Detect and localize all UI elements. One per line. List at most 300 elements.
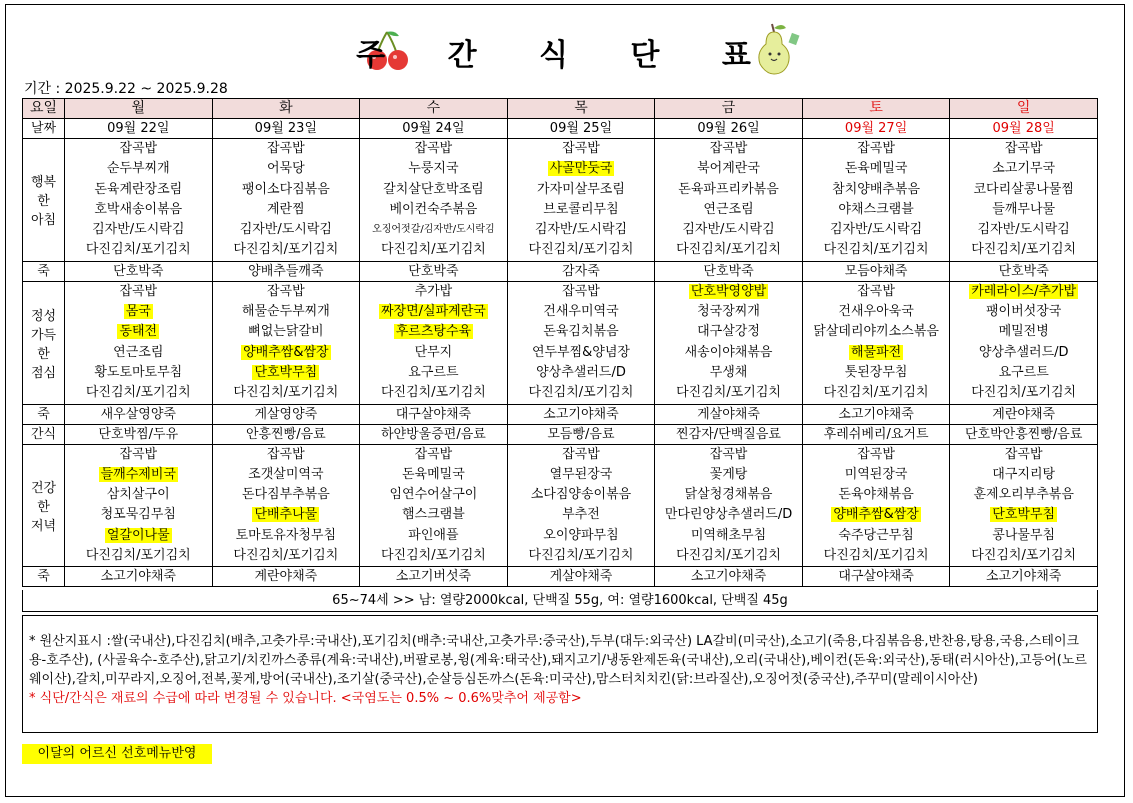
dinner-cell xyxy=(655,444,803,567)
menu-item-text: 잡곡밥 xyxy=(267,141,305,156)
menu-item-text: 들깨무나물 xyxy=(992,201,1056,217)
dinner-cell xyxy=(507,444,655,567)
menu-item-text: 잡곡밥 xyxy=(562,283,600,299)
page-title: 주 간 식 단 표 xyxy=(356,38,777,73)
menu-item xyxy=(655,200,802,220)
menu-item-text: 순두부찌개 xyxy=(106,161,170,177)
menu-item-text: 잡곡밥 xyxy=(562,141,600,156)
porridge-cell: 소고기야채죽 xyxy=(655,567,803,587)
menu-item-text: 단배추나물 xyxy=(254,507,318,523)
menu-item-text: 미역된장국 xyxy=(844,466,908,482)
menu-item xyxy=(65,220,212,240)
porridge-label: 죽 xyxy=(23,404,65,424)
menu-item xyxy=(360,465,507,485)
menu-item xyxy=(950,302,1097,322)
menu-item xyxy=(65,383,212,403)
menu-item-text: 양배추쌈&쌈장 xyxy=(833,507,919,523)
menu-item-text: 다진김치/포기김치 xyxy=(823,385,929,401)
porridge-label: 죽 xyxy=(23,567,65,587)
menu-item-text: 소다짐양송이볶음 xyxy=(530,487,632,503)
menu-item-text: 다진김치/포기김치 xyxy=(971,385,1077,401)
menu-item xyxy=(508,343,655,363)
menu-item xyxy=(213,526,360,546)
menu-item xyxy=(213,546,360,566)
breakfast-cell xyxy=(950,139,1098,262)
menu-item-text: 잡곡밥 xyxy=(857,141,895,156)
menu-item-text: 다진김치/포기김치 xyxy=(380,242,486,258)
menu-item xyxy=(213,383,360,403)
menu-item xyxy=(360,505,507,525)
menu-item xyxy=(65,200,212,220)
menu-item-text: 요구르트 xyxy=(408,364,459,380)
menu-item-text: 돈육파프리카볶음 xyxy=(678,181,779,197)
menu-item xyxy=(65,465,212,485)
breakfast-cell xyxy=(360,139,508,262)
porridge-cell: 양배추들깨죽 xyxy=(212,261,360,281)
menu-item-text: 잡곡밥 xyxy=(562,446,600,462)
menu-item-text: 동태전 xyxy=(119,324,158,340)
menu-item-text: 건새우미역국 xyxy=(543,304,619,320)
menu-item xyxy=(655,383,802,403)
porridge-cell: 게살야채죽 xyxy=(507,567,655,587)
menu-item xyxy=(655,302,802,322)
menu-item xyxy=(803,180,950,200)
menu-item-text: 잡곡밥 xyxy=(119,283,158,299)
origin-text: * 원산지표시 :쌀(국내산),다진김치(배추,고춧가루:국내산),포기김치(배추:국내산,고춧가루:중국산),두부(대두:외국산) LA갈비(미국산),소고기(죽용,다짐볶음용,반찬용,탕용,국용,스테이크용-호주산), (사골육수-호주산),닭고기/치킨까스종류(계육:국내산),버팔로봉,윙(계육:태국산),돼지고기/냉동완제돈육(국내산),오리(국내산),베이컨(돈육:외국산),동태(러시아산),고등어(노르웨이산),갈치,미꾸라지,오징어,전복,꽃게,방어(국내산),조기살(중국산),순살등심돈까스(돈육:미국산),맘스터치치킨(닭:브라질산),오징어젓(중국산),주꾸미(말레이시아산) xyxy=(29,634,1087,687)
menu-item-text: 다진김치/포기김치 xyxy=(676,242,781,258)
menu-item xyxy=(803,363,950,383)
day-header: 토 xyxy=(802,99,950,119)
menu-item-text: 들깨수제비국 xyxy=(100,466,176,482)
menu-item xyxy=(213,445,360,465)
menu-item xyxy=(655,526,802,546)
menu-item xyxy=(655,159,802,179)
menu-item-text: 후르츠탕수육 xyxy=(395,324,472,340)
menu-item xyxy=(950,383,1097,403)
menu-item xyxy=(655,485,802,505)
menu-item xyxy=(65,445,212,465)
breakfast-label xyxy=(23,139,65,262)
menu-item-text: 연두부찜&양념장 xyxy=(531,344,630,360)
breakfast-row xyxy=(23,139,1098,262)
menu-item xyxy=(508,485,655,505)
menu-item xyxy=(508,505,655,525)
porridge-cell: 모듬야채죽 xyxy=(802,261,950,281)
day-header: 수 xyxy=(360,99,508,119)
date-cell: 09월 24일 xyxy=(360,119,508,139)
menu-item xyxy=(655,546,802,566)
dinner-row xyxy=(23,444,1098,567)
menu-item xyxy=(950,200,1097,220)
menu-item xyxy=(213,240,360,260)
menu-item-text: 잡곡밥 xyxy=(414,141,453,156)
menu-item xyxy=(360,383,507,403)
menu-item xyxy=(950,546,1097,566)
menu-item-text: 팽이소다짐볶음 xyxy=(241,181,330,197)
menu-item xyxy=(508,302,655,322)
porridge-cell: 소고기야채죽 xyxy=(802,404,950,424)
menu-item xyxy=(803,159,950,179)
menu-item xyxy=(950,240,1097,260)
menu-item-text: 다진김치/포기김치 xyxy=(528,242,634,258)
menu-item xyxy=(213,465,360,485)
menu-item xyxy=(508,240,655,260)
menu-item-text: 잡곡밥 xyxy=(414,446,453,462)
menu-item-text: 조갯살미역국 xyxy=(248,466,324,482)
breakfast-cell xyxy=(507,139,655,262)
menu-item-text: 토마토유자청무침 xyxy=(235,527,337,543)
dinner-cell xyxy=(360,444,508,567)
menu-item-text: 소고기무국 xyxy=(992,161,1056,177)
menu-item-text: 건새우아욱국 xyxy=(838,304,914,320)
menu-item xyxy=(213,322,360,342)
menu-item-text: 갈치살단호박조림 xyxy=(383,181,484,197)
dinner-cell xyxy=(802,444,950,567)
menu-item xyxy=(360,546,507,566)
menu-item xyxy=(803,526,950,546)
menu-item xyxy=(803,445,950,465)
menu-item xyxy=(360,363,507,383)
snack-cell: 하얀방울증편/음료 xyxy=(360,424,508,444)
dinner-cell xyxy=(65,444,213,567)
menu-item xyxy=(803,220,950,240)
menu-item-text: 다진김치/포기김치 xyxy=(528,385,634,401)
menu-item xyxy=(65,485,212,505)
menu-item xyxy=(360,180,507,200)
menu-item-text: 카레라이스/추가밥 xyxy=(971,283,1077,299)
menu-item xyxy=(508,159,655,179)
menu-item xyxy=(360,240,507,260)
menu-item xyxy=(655,220,802,240)
weekly-menu-table xyxy=(22,98,1098,587)
lunch-cell xyxy=(802,281,950,404)
menu-item-text: 다진김치/포기김치 xyxy=(823,548,929,564)
origin-box xyxy=(22,615,1098,733)
menu-item-text: 열무된장국 xyxy=(549,466,613,482)
menu-item-text: 팽이버섯장국 xyxy=(986,304,1062,320)
menu-item xyxy=(950,282,1097,302)
menu-item xyxy=(655,363,802,383)
menu-item xyxy=(803,465,950,485)
menu-item xyxy=(950,465,1097,485)
menu-item-text: 잡곡밥 xyxy=(119,141,158,156)
menu-item-text: 잡곡밥 xyxy=(267,283,305,299)
menu-item-text: 미역해초무침 xyxy=(690,527,767,543)
menu-item-text: 파인애플 xyxy=(408,527,459,543)
menu-item xyxy=(213,485,360,505)
menu-item-text: 해물파전 xyxy=(850,344,902,360)
snack-cell: 단호박찜/두유 xyxy=(65,424,213,444)
menu-item xyxy=(213,200,360,220)
menu-item-text: 뼈없는닭갈비 xyxy=(248,324,324,340)
menu-item xyxy=(508,526,655,546)
dinner-label xyxy=(23,444,65,567)
porridge-cell: 소고기야채죽 xyxy=(65,567,213,587)
menu-item-text: 돈육김치볶음 xyxy=(543,324,619,340)
breakfast-label-line: 한 xyxy=(37,194,50,210)
menu-item xyxy=(360,139,507,159)
snack-cell: 찐감자/단백질음료 xyxy=(655,424,803,444)
menu-item xyxy=(508,180,655,200)
menu-item xyxy=(213,363,360,383)
porridge-cell: 대구살야채죽 xyxy=(802,567,950,587)
menu-item xyxy=(65,159,212,179)
menu-item-text: 다진김치/포기김치 xyxy=(971,548,1077,564)
porridge-cell: 게살야채죽 xyxy=(655,404,803,424)
menu-item-text: 잡곡밥 xyxy=(709,446,748,462)
menu-item xyxy=(950,180,1097,200)
menu-item-text: 몸국 xyxy=(125,304,151,320)
menu-item-text: 요구르트 xyxy=(998,364,1049,380)
date-cell: 09월 23일 xyxy=(212,119,360,139)
menu-item xyxy=(508,282,655,302)
menu-item xyxy=(803,282,950,302)
menu-item xyxy=(213,159,360,179)
menu-item xyxy=(803,383,950,403)
menu-item xyxy=(950,322,1097,342)
menu-item-text: 돈육메밀국 xyxy=(844,161,908,177)
menu-item-text: 양상추샐러드/D xyxy=(536,364,626,380)
menu-item xyxy=(65,322,212,342)
menu-item-text: 만다린양상추샐러드/D xyxy=(664,507,793,523)
dinner-cell xyxy=(950,444,1098,567)
menu-item-text: 브로콜리무침 xyxy=(543,201,619,217)
menu-item-text: 잡곡밥 xyxy=(267,446,305,462)
menu-item-text: 단무지 xyxy=(414,344,453,360)
dinner-cell xyxy=(212,444,360,567)
day-header: 월 xyxy=(65,99,213,119)
porridge-row xyxy=(23,404,1098,424)
menu-item-text: 야채스크램블 xyxy=(838,201,914,217)
snack-cell: 모듬빵/음료 xyxy=(507,424,655,444)
menu-item xyxy=(655,240,802,260)
porridge-cell: 단호박죽 xyxy=(950,261,1098,281)
menu-item-text: 코다리살콩나물찜 xyxy=(973,181,1074,197)
porridge-cell: 단호박죽 xyxy=(65,261,213,281)
menu-item xyxy=(508,200,655,220)
lunch-cell xyxy=(360,281,508,404)
menu-item-text: 다진김치/포기김치 xyxy=(528,548,634,564)
menu-item-text: 닭살데리야끼소스볶음 xyxy=(813,324,939,340)
porridge-cell: 게살영양죽 xyxy=(212,404,360,424)
breakfast-cell xyxy=(802,139,950,262)
menu-item-text: 양상추샐러드/D xyxy=(978,344,1069,360)
menu-item xyxy=(950,363,1097,383)
menu-item-text: 훈제오리부추볶음 xyxy=(973,487,1074,503)
menu-item-text: 베이컨숙주볶음 xyxy=(389,201,478,217)
menu-item xyxy=(360,302,507,322)
menu-item-text: 연근조림 xyxy=(113,344,164,360)
menu-item xyxy=(360,159,507,179)
porridge-cell: 소고기야채죽 xyxy=(950,567,1098,587)
menu-item-text: 대구지리탕 xyxy=(992,466,1056,482)
menu-item-text: 닭살청경채볶음 xyxy=(684,487,773,503)
dinner-label-line: 저녁 xyxy=(30,518,57,534)
breakfast-cell xyxy=(212,139,360,262)
menu-item-text: 가자미살무조림 xyxy=(537,181,625,197)
menu-item xyxy=(803,139,950,159)
menu-item-text: 김자반/도시락김 xyxy=(534,222,628,238)
menu-item-text: 임연수어살구이 xyxy=(389,487,478,503)
lunch-cell xyxy=(655,281,803,404)
menu-item-text: 돈육계란장조림 xyxy=(94,181,183,197)
menu-item xyxy=(65,282,212,302)
menu-item xyxy=(803,485,950,505)
menu-item xyxy=(508,220,655,240)
menu-item xyxy=(655,505,802,525)
menu-item xyxy=(213,139,360,159)
snack-row xyxy=(23,424,1098,444)
porridge-cell: 단호박죽 xyxy=(360,261,508,281)
menu-item-text: 메밀전병 xyxy=(998,324,1049,340)
menu-item-text: 연근조림 xyxy=(703,201,754,217)
menu-item xyxy=(950,220,1097,240)
menu-item xyxy=(655,445,802,465)
period-label: 기간 : 2025.9.22 ~ 2025.9.28 xyxy=(24,81,228,97)
menu-item-text: 잡곡밥 xyxy=(1004,446,1043,462)
porridge-row xyxy=(23,567,1098,587)
menu-item xyxy=(213,220,360,240)
porridge-cell: 단호박죽 xyxy=(655,261,803,281)
menu-item-text: 호박새송이볶음 xyxy=(94,201,183,217)
menu-item xyxy=(655,139,802,159)
porridge-label: 죽 xyxy=(23,261,65,281)
menu-item-text: 다진김치/포기김치 xyxy=(85,385,191,401)
menu-item-text: 잡곡밥 xyxy=(119,446,158,462)
lunch-label-line: 가득 xyxy=(30,327,57,343)
snack-cell: 단호박안흥찐빵/음료 xyxy=(950,424,1098,444)
menu-item xyxy=(360,282,507,302)
day-header-row xyxy=(23,99,1098,119)
date-label: 날짜 xyxy=(23,119,65,139)
menu-item-text: 사골만둣국 xyxy=(549,161,613,177)
menu-item-text: 톳된장무침 xyxy=(844,364,908,380)
warning-text: * 식단/간식은 재료의 수급에 따라 변경될 수 있습니다. <국염도는 0.5% ~ 0.6%맞추어 제공함> xyxy=(29,691,582,706)
porridge-cell: 소고기야채죽 xyxy=(507,404,655,424)
lunch-cell xyxy=(507,281,655,404)
menu-item-text: 다진김치/포기김치 xyxy=(971,242,1077,258)
menu-item xyxy=(508,322,655,342)
porridge-cell: 대구살야채죽 xyxy=(360,404,508,424)
menu-item-text: 다진김치/포기김치 xyxy=(676,548,781,564)
menu-item xyxy=(65,302,212,322)
menu-item xyxy=(360,343,507,363)
menu-item-text: 다진김치/포기김치 xyxy=(676,385,781,401)
menu-item-text: 잡곡밥 xyxy=(709,141,748,156)
menu-item-text: 다진김치/포기김치 xyxy=(85,242,191,258)
menu-item-text: 단호박무침 xyxy=(992,507,1056,523)
menu-item-text: 김자반/도시락김 xyxy=(829,222,923,238)
menu-item-text: 다진김치/포기김치 xyxy=(380,385,486,401)
menu-item-text: 김자반/도시락김 xyxy=(977,222,1070,238)
menu-item xyxy=(360,485,507,505)
lunch-label xyxy=(23,281,65,404)
menu-item-text: 청국장찌개 xyxy=(697,304,760,320)
menu-item-text: 다진김치/포기김치 xyxy=(85,548,191,564)
dinner-label-line: 한 xyxy=(37,499,50,515)
menu-item xyxy=(950,505,1097,525)
menu-item xyxy=(65,240,212,260)
menu-item xyxy=(213,282,360,302)
lunch-cell xyxy=(65,281,213,404)
menu-item-text: 청포묵김무침 xyxy=(100,507,176,523)
breakfast-cell xyxy=(655,139,803,262)
date-cell: 09월 26일 xyxy=(655,119,803,139)
menu-item-text: 대구살강정 xyxy=(697,324,760,340)
menu-item xyxy=(360,445,507,465)
breakfast-label-line: 행복 xyxy=(30,175,57,191)
menu-item-text: 돈육야채볶음 xyxy=(838,487,914,503)
menu-item xyxy=(213,302,360,322)
menu-item-text: 황도토마토무침 xyxy=(94,364,183,380)
lunch-cell xyxy=(950,281,1098,404)
porridge-cell: 계란야채죽 xyxy=(950,404,1098,424)
menu-item xyxy=(655,180,802,200)
snack-label: 간식 xyxy=(23,424,65,444)
menu-item-text: 단호박영양밥 xyxy=(690,283,767,299)
menu-item xyxy=(508,139,655,159)
menu-item-text: 햄스크램블 xyxy=(402,507,465,523)
menu-item-text: 꽃게탕 xyxy=(709,466,748,482)
footer-note: 이달의 어르신 선호메뉴반영 xyxy=(22,744,212,764)
menu-item xyxy=(803,200,950,220)
menu-item xyxy=(803,546,950,566)
menu-item-text: 계란찜 xyxy=(267,201,305,217)
menu-item-text: 잡곡밥 xyxy=(857,446,895,462)
day-header-label: 요일 xyxy=(23,99,65,119)
lunch-row xyxy=(23,281,1098,404)
menu-item xyxy=(950,159,1097,179)
menu-item xyxy=(213,505,360,525)
menu-item-text: 김자반/도시락김 xyxy=(682,222,775,238)
menu-item-text: 부추전 xyxy=(562,507,600,523)
menu-item xyxy=(803,505,950,525)
menu-item xyxy=(65,363,212,383)
menu-item-text: 다진김치/포기김치 xyxy=(233,385,339,401)
menu-item-text: 추가밥 xyxy=(414,283,453,299)
day-header: 일 xyxy=(950,99,1098,119)
menu-item-text: 참치양배추볶음 xyxy=(832,181,921,197)
menu-item-text: 삼치살구이 xyxy=(106,487,170,503)
menu-item-text: 김자반/도시락김 xyxy=(92,222,185,238)
menu-item xyxy=(360,526,507,546)
menu-item xyxy=(508,465,655,485)
date-cell: 09월 28일 xyxy=(950,119,1098,139)
porridge-cell: 소고기버섯죽 xyxy=(360,567,508,587)
menu-item xyxy=(360,220,507,240)
nutrition-note: 65~74세 >> 남: 열량2000kcal, 단백질 55g, 여: 열량1600kcal, 단백질 45g xyxy=(22,590,1098,612)
menu-item-text: 무생채 xyxy=(709,364,748,380)
menu-item xyxy=(65,343,212,363)
menu-item xyxy=(950,526,1097,546)
day-header: 금 xyxy=(655,99,803,119)
porridge-row xyxy=(23,261,1098,281)
menu-item-text: 양배추쌈&쌈장 xyxy=(243,344,329,360)
menu-item xyxy=(65,526,212,546)
porridge-cell: 감자죽 xyxy=(507,261,655,281)
menu-item xyxy=(803,322,950,342)
porridge-cell: 새우살영양죽 xyxy=(65,404,213,424)
menu-item-text: 잡곡밥 xyxy=(1004,141,1043,156)
menu-item-text: 오이양파무침 xyxy=(543,527,619,543)
menu-item-text: 새송이야채볶음 xyxy=(684,344,773,360)
menu-item xyxy=(508,546,655,566)
menu-item-text: 해물순두부찌개 xyxy=(241,304,330,320)
date-cell: 09월 27일 xyxy=(802,119,950,139)
menu-item xyxy=(803,343,950,363)
menu-item xyxy=(65,505,212,525)
menu-item-text: 잡곡밥 xyxy=(857,283,895,299)
